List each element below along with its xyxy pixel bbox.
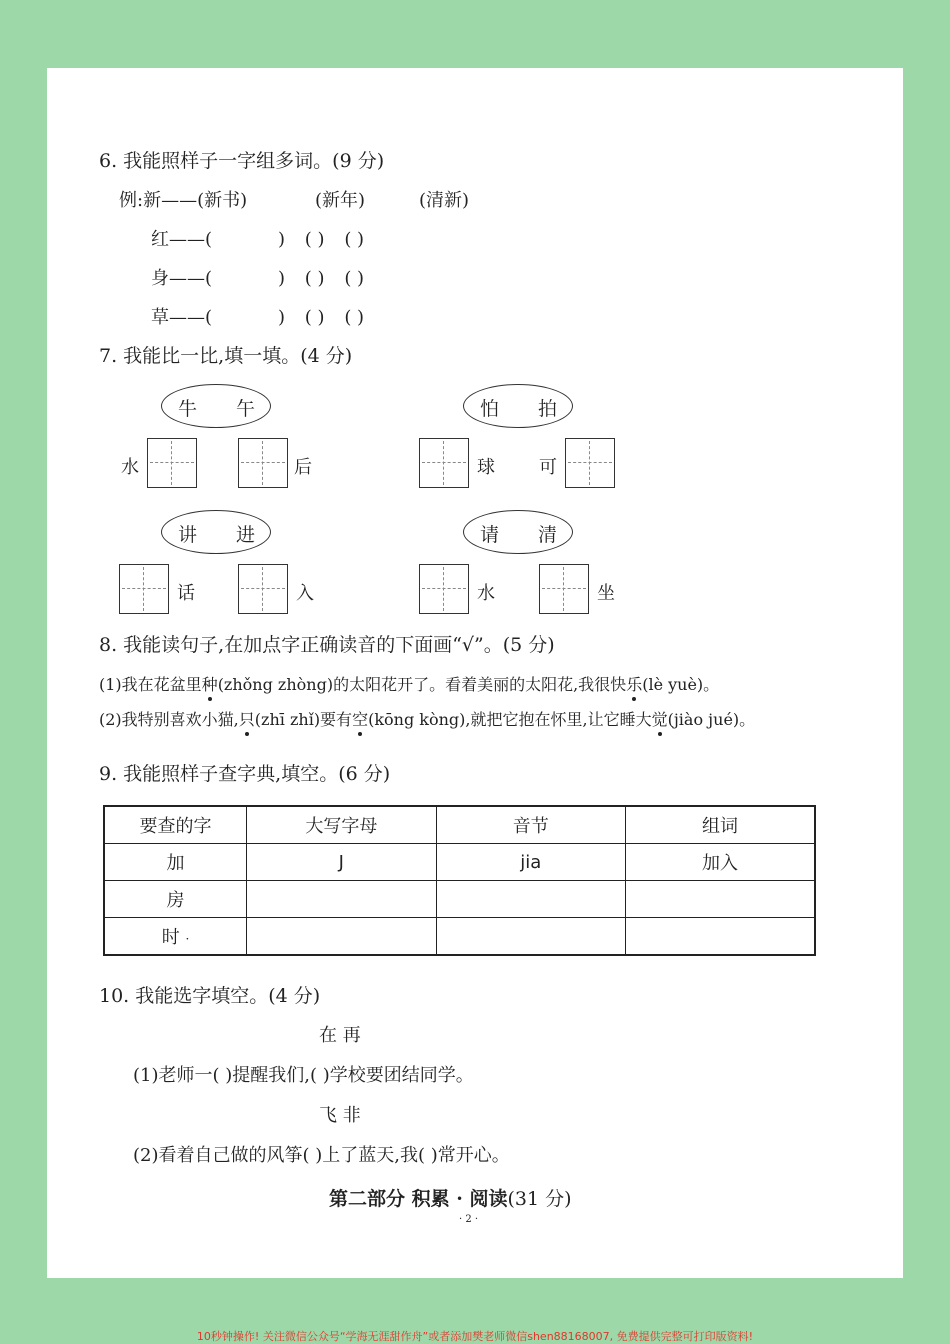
answer-cell[interactable] <box>626 881 815 918</box>
q7-g1-left-char: 水 <box>121 457 139 478</box>
q7-g2-left-char: 球 <box>477 457 495 478</box>
header-word: 组词 <box>626 806 815 844</box>
q6-example: 例:新——(新书) <box>119 190 248 211</box>
answer-cell[interactable] <box>436 918 625 956</box>
q6-row-body: 身——( ) ( ) ( ) <box>151 268 365 289</box>
q10-pair-1: 在 再 <box>319 1025 361 1046</box>
q7-title: 7. 我能比一比,填一填。(4 分) <box>99 345 353 367</box>
q7-g3-left-char: 话 <box>177 583 195 604</box>
answer-cell[interactable] <box>247 881 436 918</box>
q9-title: 9. 我能照样子查字典,填空。(6 分) <box>99 763 391 785</box>
worksheet-page <box>47 68 903 1278</box>
q7-oval-2: 怕 拍 <box>463 384 573 428</box>
q7-g3-box-2[interactable] <box>238 564 288 614</box>
part2-heading: 第二部分 积累 · 阅读(31 分) <box>329 1188 572 1210</box>
q8-sentence-2: (2)我特别喜欢小猫,只(zhī zhǐ)要有空(kōng kòng),就把它抱在怀里,让它睡大觉(jiào jué)。 <box>99 707 755 730</box>
footer-banner: 10秒钟操作! 关注微信公众号“学海无涯甜作舟”或者添加樊老师微信shen88168007, 免费提供完整可打印版资料! <box>196 1330 754 1343</box>
q10-sentence-2: (2)看着自己做的风筝( )上了蓝天,我( )常开心。 <box>133 1145 510 1166</box>
q7-oval-1: 牛 午 <box>161 384 271 428</box>
q7-oval-3: 讲 进 <box>161 510 271 554</box>
q8-sentence-1: (1)我在花盆里种(zhǒng zhòng)的太阳花开了。看着美丽的太阳花,我很快乐(lè yuè)。 <box>99 672 719 695</box>
q7-g2-box-1[interactable] <box>419 438 469 488</box>
q7-g4-right-char: 坐 <box>597 583 615 604</box>
header-capital: 大写字母 <box>247 806 436 844</box>
q7-g1-right-char: 后 <box>294 457 312 478</box>
q7-g3-box-1[interactable] <box>119 564 169 614</box>
q10-pair-2: 飞 非 <box>319 1105 361 1126</box>
table-row: 加 J jia 加入 <box>104 844 815 881</box>
q7-oval-4: 请 清 <box>463 510 573 554</box>
q7-g2-box-2[interactable] <box>565 438 615 488</box>
table-header-row <box>104 806 815 844</box>
q7-g4-box-1[interactable] <box>419 564 469 614</box>
q7-g3-right-char: 入 <box>296 583 314 604</box>
q6-title: 6. 我能照样子一字组多词。(9 分) <box>99 150 385 172</box>
q7-g1-box-2[interactable] <box>238 438 288 488</box>
q7-g4-box-2[interactable] <box>539 564 589 614</box>
q6-row-grass: 草——( ) ( ) ( ) <box>151 307 365 328</box>
q7-g1-box-1[interactable] <box>147 438 197 488</box>
q6-example-word3: (清新) <box>419 190 470 211</box>
table-row: 房 <box>104 881 815 918</box>
q10-title: 10. 我能选字填空。(4 分) <box>99 985 321 1007</box>
q7-g4-left-char: 水 <box>477 583 495 604</box>
q6-example-word2: (新年) <box>315 190 366 211</box>
q10-sentence-1: (1)老师一( )提醒我们,( )学校要团结同学。 <box>133 1065 474 1086</box>
q7-g2-right-char: 可 <box>539 457 557 478</box>
page-number: · 2 · <box>459 1214 479 1225</box>
q8-title: 8. 我能读句子,在加点字正确读音的下面画“√”。(5 分) <box>99 634 555 656</box>
q9-dictionary-table <box>103 805 816 956</box>
answer-cell[interactable] <box>626 918 815 956</box>
answer-cell[interactable] <box>436 881 625 918</box>
q6-row-red: 红——( ) ( ) ( ) <box>151 229 365 250</box>
table-row: 时 · <box>104 918 815 956</box>
header-char: 要查的字 <box>104 806 247 844</box>
header-syllable: 音节 <box>436 806 625 844</box>
answer-cell[interactable] <box>247 918 436 956</box>
